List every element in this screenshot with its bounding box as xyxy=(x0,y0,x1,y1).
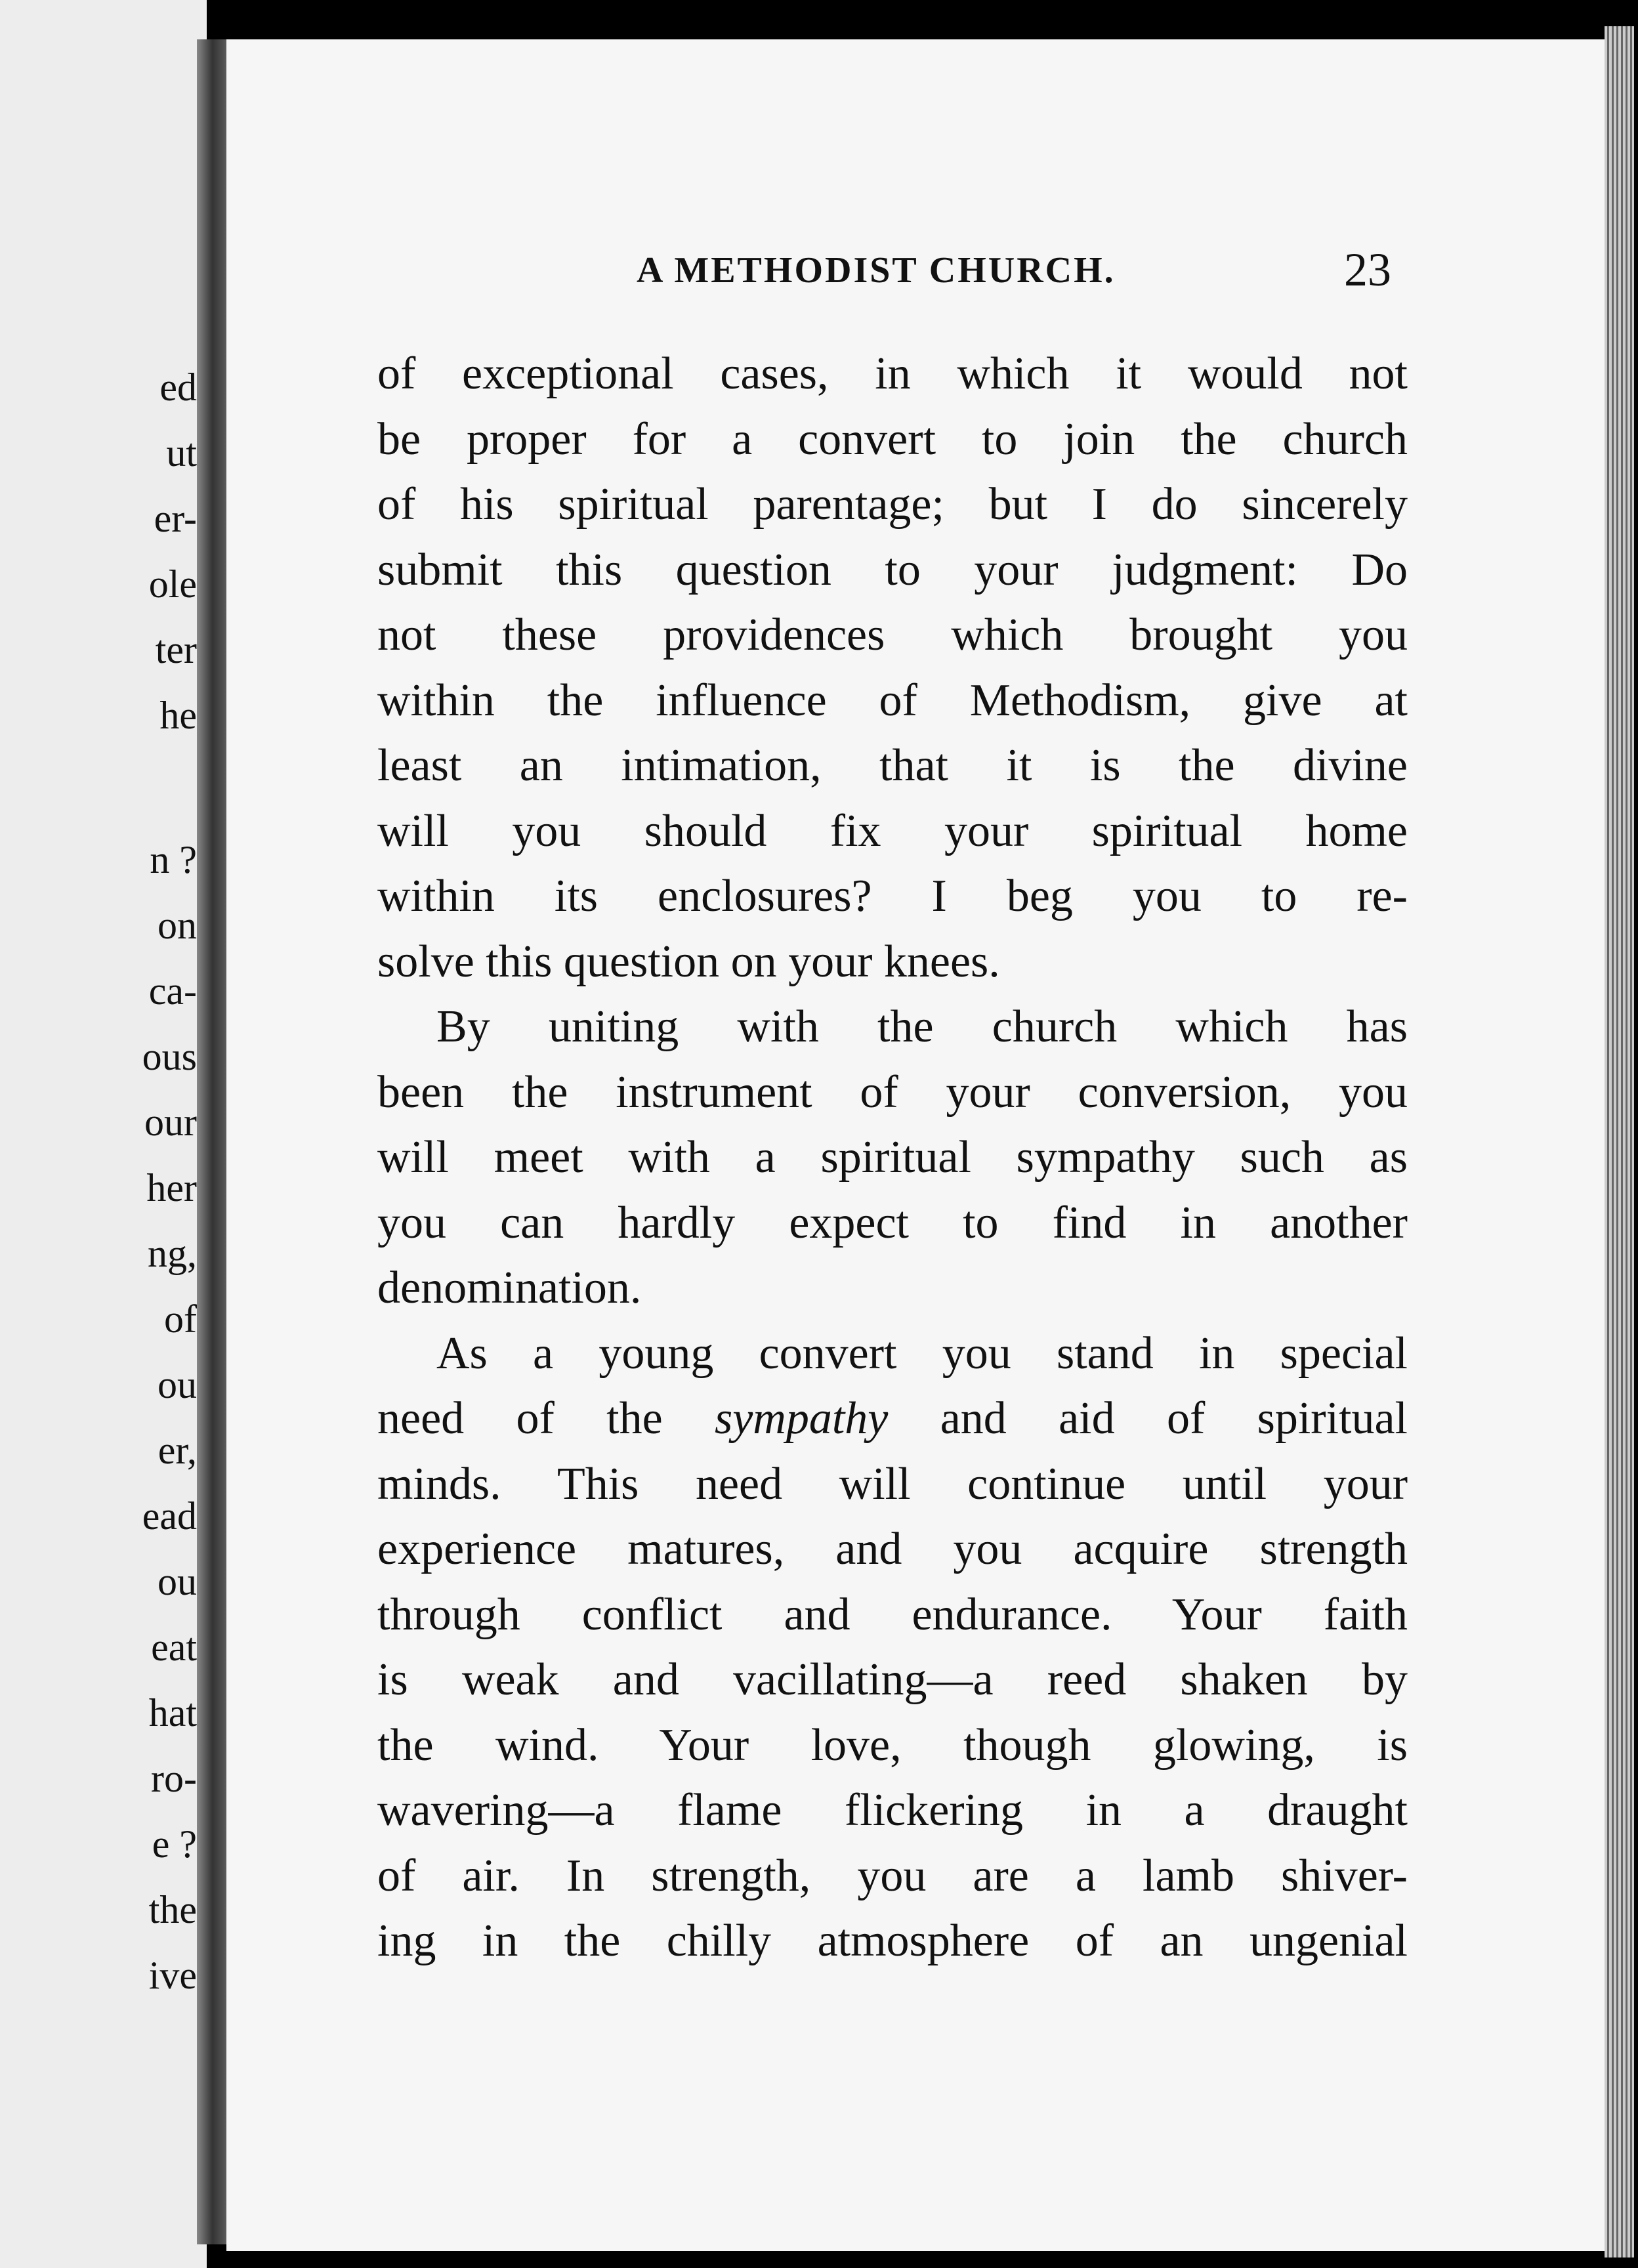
left-fragment: the xyxy=(148,1888,197,1931)
left-fragment: our xyxy=(144,1101,197,1144)
text-line: By uniting with the church which has xyxy=(436,1001,1408,1052)
left-fragment: ut xyxy=(166,431,197,474)
left-fragment: er- xyxy=(154,497,197,540)
text-line: through conflict and endurance. Your faith xyxy=(377,1589,1408,1640)
text-line: within its enclosures? I beg you to re- xyxy=(377,871,1408,921)
left-fragment: e ? xyxy=(152,1822,197,1866)
text-line: ing in the chilly atmosphere of an ungenial xyxy=(377,1916,1408,1966)
left-fragment: ous xyxy=(142,1035,197,1078)
left-fragment: eat xyxy=(151,1626,197,1669)
text-line: the wind. Your love, though glowing, is xyxy=(377,1719,1408,1771)
body-text xyxy=(377,341,1408,1974)
text-line: of his spiritual parentage; but I do sincerely xyxy=(377,479,1408,530)
text-line: within the influence of Methodism, give at xyxy=(377,675,1408,726)
left-fragment: ter xyxy=(155,628,197,671)
left-fragment: hat xyxy=(148,1691,197,1734)
left-fragment: ead xyxy=(142,1494,197,1538)
text-line: denomination. xyxy=(377,1263,642,1313)
text-line: will meet with a spiritual sympathy such as xyxy=(377,1132,1408,1183)
text-line: is weak and vacillating—a reed shaken by xyxy=(377,1654,1408,1705)
text-line: you can hardly expect to find in another xyxy=(377,1197,1408,1248)
running-header xyxy=(407,243,1391,302)
left-fragment: her xyxy=(146,1166,197,1209)
text-line: As a young convert you stand in special xyxy=(436,1328,1408,1379)
text-line: need of the sympathy and aid of spiritual xyxy=(377,1393,1408,1444)
page-edge xyxy=(1605,26,1634,2258)
left-fragment: he xyxy=(159,694,197,737)
italic-word: sympathy xyxy=(714,1393,889,1444)
left-fragment: ed xyxy=(159,366,197,409)
text-line: wavering—a flame flickering in a draught xyxy=(377,1785,1408,1836)
text-line: be proper for a convert to join the church xyxy=(377,413,1408,465)
left-fragment: ca- xyxy=(148,969,197,1013)
text-line: not these providences which brought you xyxy=(377,610,1408,660)
left-fragment: ou xyxy=(158,1363,197,1406)
left-fragment: of xyxy=(164,1297,197,1341)
text-line: of air. In strength, you are a lamb shiver- xyxy=(377,1850,1408,1901)
left-fragment: ou xyxy=(158,1560,197,1603)
page-number: 23 xyxy=(1344,243,1391,296)
text-line: of exceptional cases, in which it would not xyxy=(377,348,1408,399)
left-fragment: ng, xyxy=(148,1232,197,1275)
left-fragment: er, xyxy=(158,1429,197,1472)
left-fragment: n ? xyxy=(150,838,197,881)
text-line: minds. This need will continue until your xyxy=(377,1458,1408,1509)
left-page xyxy=(0,0,207,2268)
text-line: will you should fix your spiritual home xyxy=(377,805,1408,856)
text-line: submit this question to your judgment: Do xyxy=(377,544,1408,595)
running-title: A METHODIST CHURCH. xyxy=(637,250,1116,291)
left-fragment: ro- xyxy=(151,1757,197,1800)
text-line: been the instrument of your conversion, you xyxy=(377,1066,1408,1118)
text-line: solve this question on your knees. xyxy=(377,936,1000,987)
left-fragment: ive xyxy=(148,1954,197,1997)
left-fragment: ole xyxy=(148,562,197,606)
text-line: least an intimation, that it is the divine xyxy=(377,740,1408,791)
text-line: experience matures, and you acquire strength xyxy=(377,1524,1408,1574)
left-fragment: on xyxy=(158,904,197,947)
